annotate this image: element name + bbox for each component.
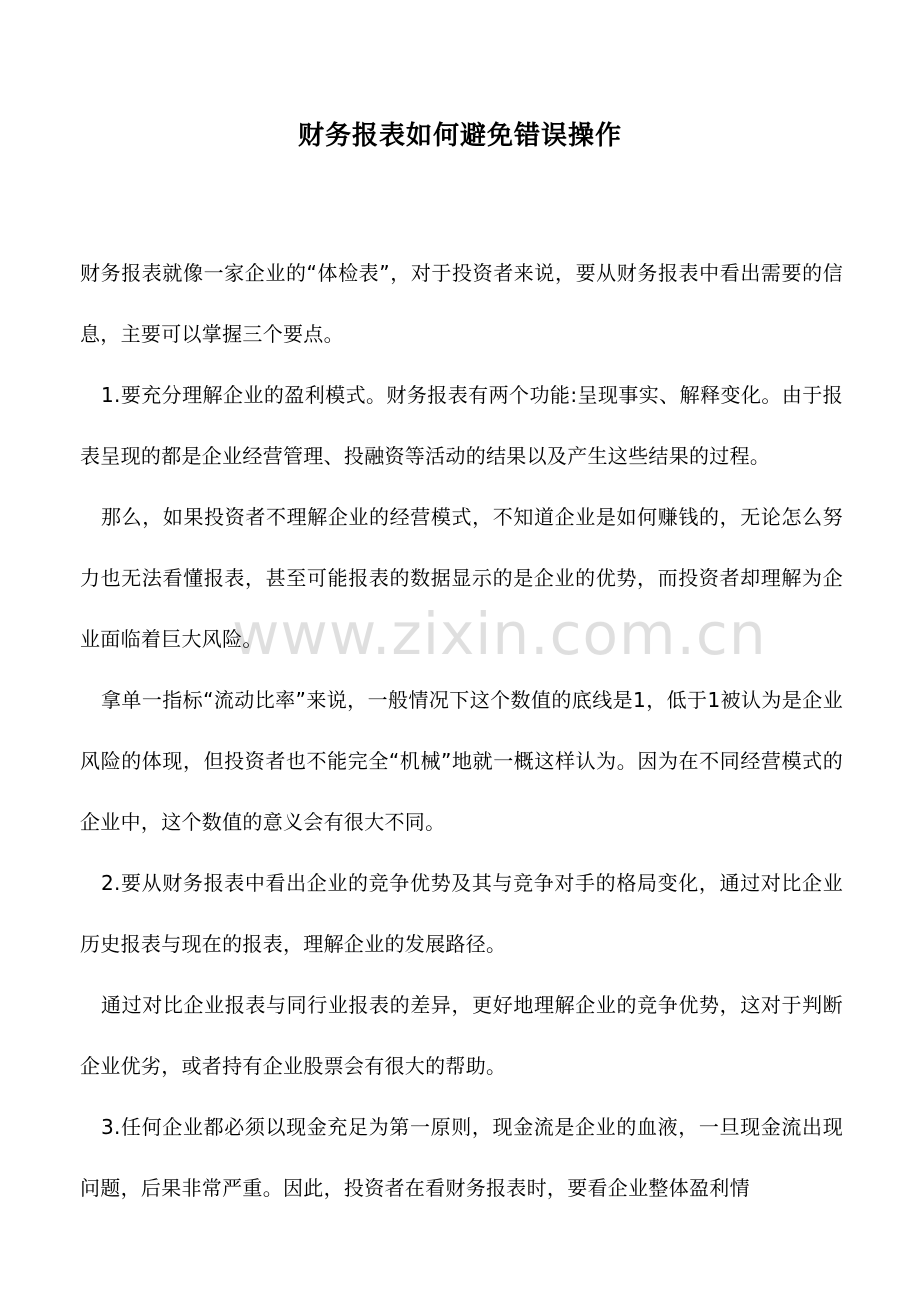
paragraph-current-ratio: 拿单一指标“流动比率”来说，一般情况下这个数值的底线是1，低于1被认为是企业风险的体现，但投资者也不能完全“机械”地就一概这样认为。因为在不同经营模式的企业中，这个数值的意义会有很大不同。 (80, 688, 843, 834)
paragraph-point-3: 3.任何企业都必须以现金充足为第一原则，现金流是企业的血液，一旦现金流出现问题，后果非常严重。因此，投资者在看财务报表时，要看企业整体盈利情 (80, 1115, 843, 1200)
paragraph-intro: 财务报表就像一家企业的“体检表”，对于投资者来说，要从财务报表中看出需要的信息，主要可以掌握三个要点。 (80, 261, 843, 346)
paragraph-point-2: 2.要从财务报表中看出企业的竞争优势及其与竞争对手的格局变化，通过对比企业历史报表与现在的报表，理解企业的发展路径。 (80, 871, 843, 956)
document-title: 财务报表如何避免错误操作 (297, 121, 622, 151)
paragraph-industry-comparison: 通过对比企业报表与同行业报表的差异，更好地理解企业的竞争优势，这对于判断企业优劣，或者持有企业股票会有很大的帮助。 (80, 993, 843, 1078)
watermark: www.zixin.com.cn (232, 600, 767, 668)
document-body (80, 243, 843, 1219)
paragraph-point-1: 1.要充分理解企业的盈利模式。财务报表有两个功能:呈现事实、解释变化。由于报表呈现的都是企业经营管理、投融资等活动的结果以及产生这些结果的过程。 (80, 383, 843, 468)
paragraph-business-model: 那么，如果投资者不理解企业的经营模式，不知道企业是如何赚钱的，无论怎么努力也无法看懂报表，甚至可能报表的数据显示的是企业的优势，而投资者却理解为企业面临着巨大风险。 (80, 505, 843, 651)
